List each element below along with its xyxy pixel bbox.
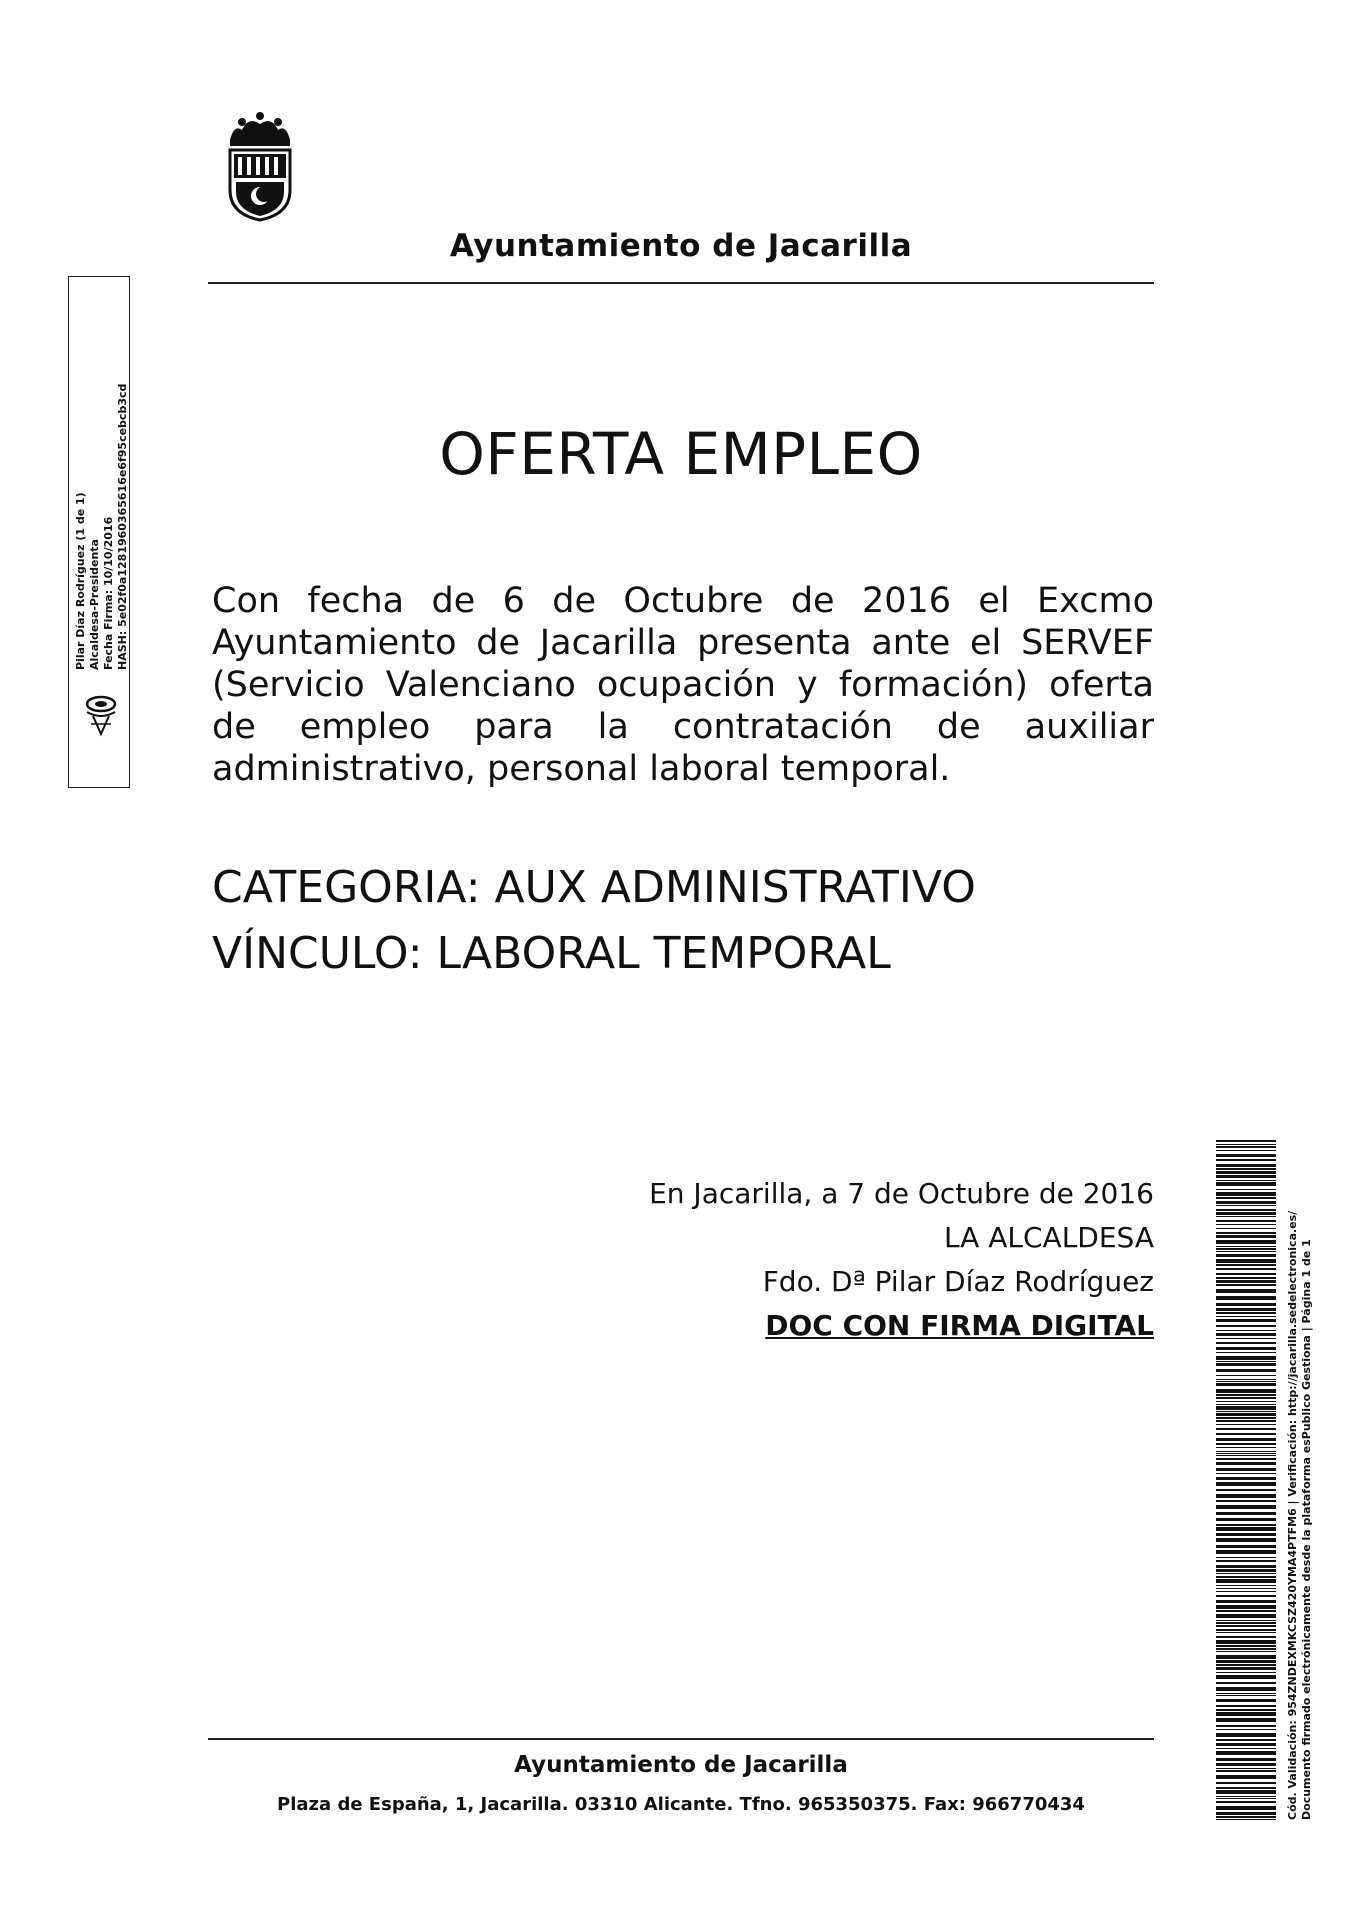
stamp-line: Fecha Firma: 10/10/2016 — [102, 516, 115, 670]
barcode-bar — [1216, 1667, 1276, 1670]
barcode-bar — [1216, 1319, 1276, 1322]
verification-platform-line: Documento firmado electrónicamente desde la plataforma esPublico Gestiona | Página 1 de 1 — [1300, 1239, 1313, 1820]
barcode-bar — [1216, 1705, 1276, 1707]
barcode-bar — [1216, 1453, 1276, 1454]
stamp-line: Alcaldesa-Presidenta — [88, 539, 101, 670]
barcode-bar — [1216, 1816, 1276, 1818]
document-title: OFERTA EMPLEO — [439, 420, 923, 488]
signer-name: Fdo. Dª Pilar Díaz Rodríguez — [762, 1265, 1154, 1298]
barcode-bar — [1216, 1438, 1276, 1441]
barcode-bar — [1216, 1569, 1276, 1572]
barcode-bar — [1216, 1443, 1276, 1445]
barcode-bar — [1216, 1748, 1276, 1749]
barcode-bar — [1216, 1625, 1276, 1627]
barcode-bar — [1216, 1629, 1276, 1631]
barcode-bar — [1216, 1164, 1276, 1167]
footer-divider — [208, 1738, 1154, 1740]
barcode-bar — [1216, 1280, 1276, 1283]
barcode-bar — [1216, 1645, 1276, 1647]
barcode-bar — [1216, 1424, 1276, 1425]
barcode-bar — [1216, 1585, 1276, 1586]
barcode-bar — [1216, 1248, 1276, 1250]
barcode-bar — [1216, 1560, 1276, 1562]
place-date: En Jacarilla, a 7 de Octubre de 2016 — [649, 1177, 1154, 1210]
verification-code-line: Cód. Validación: 954ZNDEXMKCSZ420YMA4PTFM6 | Verificación: http://jacarilla.sedelectronica.es/ — [1286, 1210, 1299, 1820]
barcode-bar — [1216, 1413, 1276, 1416]
barcode-bar — [1216, 1782, 1276, 1784]
barcode-bar — [1216, 1296, 1276, 1300]
barcode-bar — [1216, 1538, 1276, 1542]
barcode-bar — [1216, 1505, 1276, 1509]
barcode-bar — [1216, 1614, 1276, 1618]
barcode-bar — [1216, 1610, 1276, 1612]
barcode-bar — [1216, 1209, 1276, 1211]
digital-signature-note: DOC CON FIRMA DIGITAL — [765, 1309, 1154, 1342]
barcode-bar — [1216, 1687, 1276, 1691]
barcode-bar — [1216, 1576, 1276, 1578]
barcode-bar — [1216, 1758, 1276, 1761]
barcode-bar — [1216, 1264, 1276, 1266]
barcode-bar — [1216, 1397, 1276, 1399]
barcode-bar — [1216, 1205, 1276, 1206]
barcode-bar — [1216, 1565, 1276, 1568]
barcode-bar — [1216, 1655, 1276, 1659]
barcode-bar — [1216, 1417, 1276, 1419]
signature-stamp-text — [74, 280, 134, 670]
barcode-bar — [1216, 1404, 1276, 1405]
barcode-bar — [1216, 1573, 1276, 1574]
barcode-bar — [1216, 1790, 1276, 1794]
barcode-bar — [1216, 1743, 1276, 1746]
barcode-bar — [1216, 1356, 1276, 1360]
barcode-bar — [1216, 1533, 1276, 1536]
barcode-bar — [1216, 1216, 1276, 1217]
barcode-bar — [1216, 1428, 1276, 1430]
job-details — [212, 855, 1154, 987]
barcode-bar — [1216, 1197, 1276, 1199]
barcode-bar — [1216, 1342, 1276, 1344]
barcode-bar — [1216, 1369, 1276, 1372]
barcode-bar — [1216, 1150, 1276, 1151]
barcode-bar — [1216, 1620, 1276, 1621]
barcode-bar — [1216, 1812, 1276, 1815]
barcode-bar — [1216, 1433, 1276, 1435]
barcode-bar — [1216, 1527, 1276, 1531]
barcode-bar — [1216, 1482, 1276, 1486]
barcode-bar — [1216, 1672, 1276, 1673]
barcode-bar — [1216, 1636, 1276, 1638]
barcode-bar — [1216, 1473, 1276, 1474]
barcode-bar — [1216, 1468, 1276, 1471]
barcode-bar — [1216, 1651, 1276, 1652]
barcode-bar — [1216, 1259, 1276, 1263]
footer-organization-name: Ayuntamiento de Jacarilla — [514, 1752, 848, 1778]
barcode-bar — [1216, 1303, 1276, 1306]
barcode-bar — [1216, 1338, 1276, 1339]
barcode-bar — [1216, 1175, 1276, 1178]
barcode-bar — [1216, 1394, 1276, 1396]
barcode-bar — [1216, 1159, 1276, 1161]
stamp-line: HASH: 5e02f0a1281960365616e6f95cebcb3cd — [116, 383, 129, 670]
barcode-bar — [1216, 1171, 1276, 1174]
offer-paragraph: Con fecha de 6 de Octubre de 2016 el Excmo Ayuntamiento de Jacarilla presenta ante el SERVEF (Servicio Valenciano ocupación y formación) oferta de empleo para la contratación de auxiliar administrativo, personal laboral temporal. — [212, 581, 1154, 789]
barcode-bar — [1216, 1406, 1276, 1410]
barcode-bar — [1216, 1801, 1276, 1803]
barcode-bar — [1216, 1512, 1276, 1515]
barcode-bar — [1216, 1693, 1276, 1694]
barcode-bar — [1216, 1660, 1276, 1663]
barcode-bar — [1216, 1189, 1276, 1190]
barcode-bar — [1216, 1325, 1276, 1327]
barcode-bar — [1216, 1201, 1276, 1204]
barcode-bar — [1216, 1595, 1276, 1597]
barcode-bar — [1216, 1579, 1276, 1583]
verification-text — [1286, 1120, 1326, 1820]
barcode-bar — [1216, 1494, 1276, 1498]
barcode-bar — [1216, 1819, 1276, 1820]
barcode-bar — [1216, 1268, 1276, 1270]
barcode-bar — [1216, 1381, 1276, 1382]
barcode-bar — [1216, 1361, 1276, 1362]
barcode-bar — [1216, 1733, 1276, 1737]
barcode-bar — [1216, 1254, 1276, 1257]
barcode-bar — [1216, 1699, 1276, 1702]
barcode-bar — [1216, 1489, 1276, 1491]
barcode-bar — [1216, 1220, 1276, 1222]
barcode-bar — [1216, 1640, 1276, 1644]
barcode-bar — [1216, 1787, 1276, 1789]
barcode-bar — [1216, 1277, 1276, 1279]
barcode-bar — [1216, 1212, 1276, 1215]
contract-type-line: VÍNCULO: LABORAL TEMPORAL — [212, 928, 891, 979]
barcode-bar — [1216, 1363, 1276, 1366]
barcode-bar — [1216, 1524, 1276, 1526]
barcode-bar — [1216, 1718, 1276, 1722]
barcode-bar — [1216, 1770, 1276, 1772]
barcode-bar — [1216, 1664, 1276, 1666]
barcode-bar — [1216, 1729, 1276, 1730]
barcode-bar — [1216, 1182, 1276, 1186]
barcode-bar — [1216, 1763, 1276, 1766]
barcode-bar — [1216, 1389, 1276, 1393]
barcode-bar — [1216, 1605, 1276, 1609]
barcode-bar — [1216, 1796, 1276, 1797]
barcode-bar — [1216, 1682, 1276, 1684]
barcode-bar — [1216, 1401, 1276, 1402]
barcode-bar — [1216, 1632, 1276, 1633]
barcode-bar — [1216, 1451, 1276, 1452]
barcode-bar — [1216, 1316, 1276, 1317]
barcode-bar — [1216, 1500, 1276, 1502]
header-organization-name: Ayuntamiento de Jacarilla — [449, 228, 913, 264]
barcode-bar — [1216, 1675, 1276, 1679]
barcode-bar — [1216, 1140, 1276, 1142]
barcode-bar — [1216, 1333, 1276, 1336]
barcode-bar — [1216, 1379, 1276, 1380]
barcode-bar — [1216, 1806, 1276, 1810]
barcode-bar — [1216, 1648, 1276, 1650]
barcode-bar — [1216, 1420, 1276, 1422]
barcode-bar — [1216, 1144, 1276, 1145]
barcode-bar — [1216, 1308, 1276, 1311]
barcode-bar — [1216, 1273, 1276, 1275]
barcode-bar — [1216, 1739, 1276, 1741]
stamp-line: Pilar Díaz Rodríguez (1 de 1) — [74, 492, 87, 670]
barcode-bar — [1216, 1550, 1276, 1554]
barcode-bar — [1216, 1557, 1276, 1558]
barcode-bar — [1216, 1235, 1276, 1238]
barcode-bar — [1216, 1224, 1276, 1225]
barcode-bar — [1216, 1284, 1276, 1286]
barcode-bar — [1216, 1251, 1276, 1252]
barcode-bar — [1216, 1289, 1276, 1293]
barcode-bar — [1216, 1462, 1276, 1465]
barcode-bar — [1216, 1375, 1276, 1376]
barcode-bar — [1216, 1709, 1276, 1711]
barcode-bar — [1216, 1192, 1276, 1196]
barcode-bar — [1216, 1146, 1276, 1148]
barcode-bar — [1216, 1228, 1276, 1229]
barcode-bar — [1216, 1312, 1276, 1314]
barcode-bar — [1216, 1518, 1276, 1521]
barcode-bar — [1216, 1330, 1276, 1331]
barcode-bar — [1216, 1180, 1276, 1181]
header-divider — [208, 282, 1154, 284]
barcode-bar — [1216, 1775, 1276, 1779]
barcode-icon — [1216, 1140, 1276, 1820]
footer-address: Plaza de España, 1, Jacarilla. 03310 Alicante. Tfno. 965350375. Fax: 966770434 — [277, 1794, 1085, 1815]
barcode-bar — [1216, 1240, 1276, 1244]
barcode-bar — [1216, 1768, 1276, 1769]
barcode-bar — [1216, 1591, 1276, 1592]
coat-of-arms-logo — [220, 110, 300, 222]
barcode-bar — [1216, 1545, 1276, 1548]
barcode-bar — [1216, 1725, 1276, 1727]
barcode-bar — [1216, 1383, 1276, 1386]
barcode-bar — [1216, 1232, 1276, 1234]
barcode-bar — [1216, 1588, 1276, 1589]
signature-block — [560, 1172, 1154, 1348]
barcode-bar — [1216, 1154, 1276, 1157]
category-line: CATEGORIA: AUX ADMINISTRATIVO — [212, 862, 976, 913]
barcode-bar — [1216, 1455, 1276, 1456]
barcode-bar — [1216, 1477, 1276, 1480]
barcode-bar — [1216, 1411, 1276, 1412]
barcode-bar — [1216, 1168, 1276, 1170]
barcode-bar — [1216, 1695, 1276, 1696]
barcode-bar — [1216, 1352, 1276, 1353]
barcode-bar — [1216, 1347, 1276, 1350]
barcode-bar — [1216, 1458, 1276, 1460]
barcode-bar — [1216, 1622, 1276, 1624]
barcode-bar — [1216, 1798, 1276, 1799]
barcode-bar — [1216, 1447, 1276, 1448]
barcode-bar — [1216, 1246, 1276, 1247]
barcode-bar — [1216, 1600, 1276, 1603]
signer-role: LA ALCALDESA — [943, 1221, 1154, 1254]
barcode-bar — [1216, 1751, 1276, 1755]
seal-icon — [77, 690, 125, 738]
barcode-bar — [1216, 1712, 1276, 1716]
